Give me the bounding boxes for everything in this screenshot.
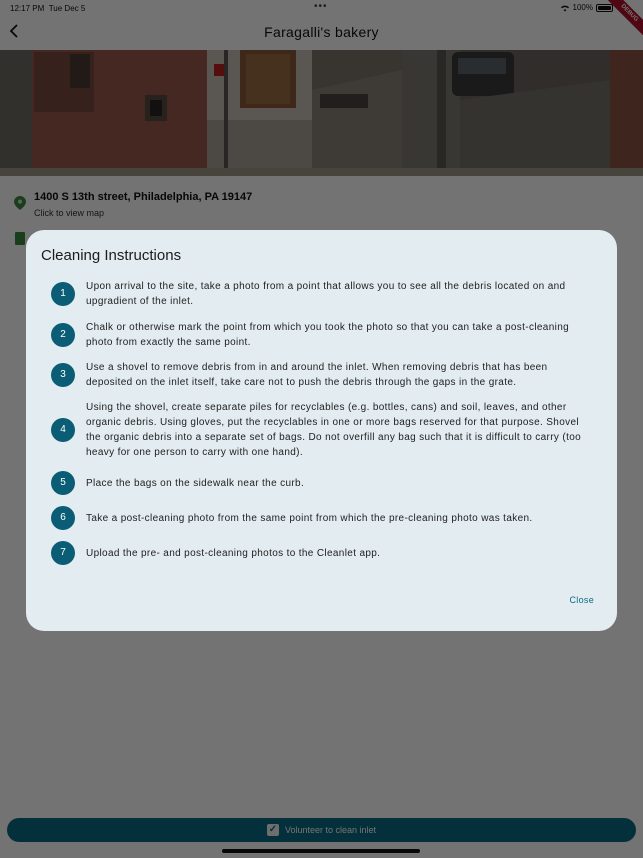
step-text: Place the bags on the sidewalk near the curb.	[86, 478, 305, 489]
instruction-steps	[26, 230, 617, 631]
step-number-badge: 1	[51, 282, 75, 306]
step-text: Chalk or otherwise mark the point from which you took the photo so that you can take a post-cleaning photo from exactly the same point.	[86, 322, 570, 348]
step-number-badge: 6	[51, 506, 75, 530]
step-text: Using the shovel, create separate piles for recyclables (e.g. bottles, cans) and soil, leaves, and other organic debris. Using gloves, put the recyclables in one or more bags reserved for that purpose. Shovel the organic debris into a separate set of bags. Do not overfill any bag such that it is difficult to carry (too heavy for one person to carry with one hand).	[86, 402, 582, 458]
step-number-badge: 2	[51, 323, 75, 347]
step-text: Take a post-cleaning photo from the same point from which the pre-cleaning photo was taken.	[86, 513, 533, 524]
step-number-badge: 5	[51, 471, 75, 495]
step-text: Upload the pre- and post-cleaning photos to the Cleanlet app.	[86, 548, 381, 559]
step-text: Use a shovel to remove debris from in and around the inlet. When removing debris that has been deposited on the inlet itself, take care not to push the debris through the gaps in the grate.	[86, 362, 548, 388]
step-number-badge: 7	[51, 541, 75, 565]
step-text: Upon arrival to the site, take a photo from a point that allows you to see all the debris located on and upgradient of the inlet.	[86, 281, 566, 307]
step-number-badge: 3	[51, 363, 75, 387]
close-button[interactable]: Close	[569, 595, 594, 605]
cleaning-instructions-dialog	[26, 230, 617, 631]
dialog-title: Cleaning Instructions	[41, 247, 182, 264]
step-number-badge: 4	[51, 418, 75, 442]
